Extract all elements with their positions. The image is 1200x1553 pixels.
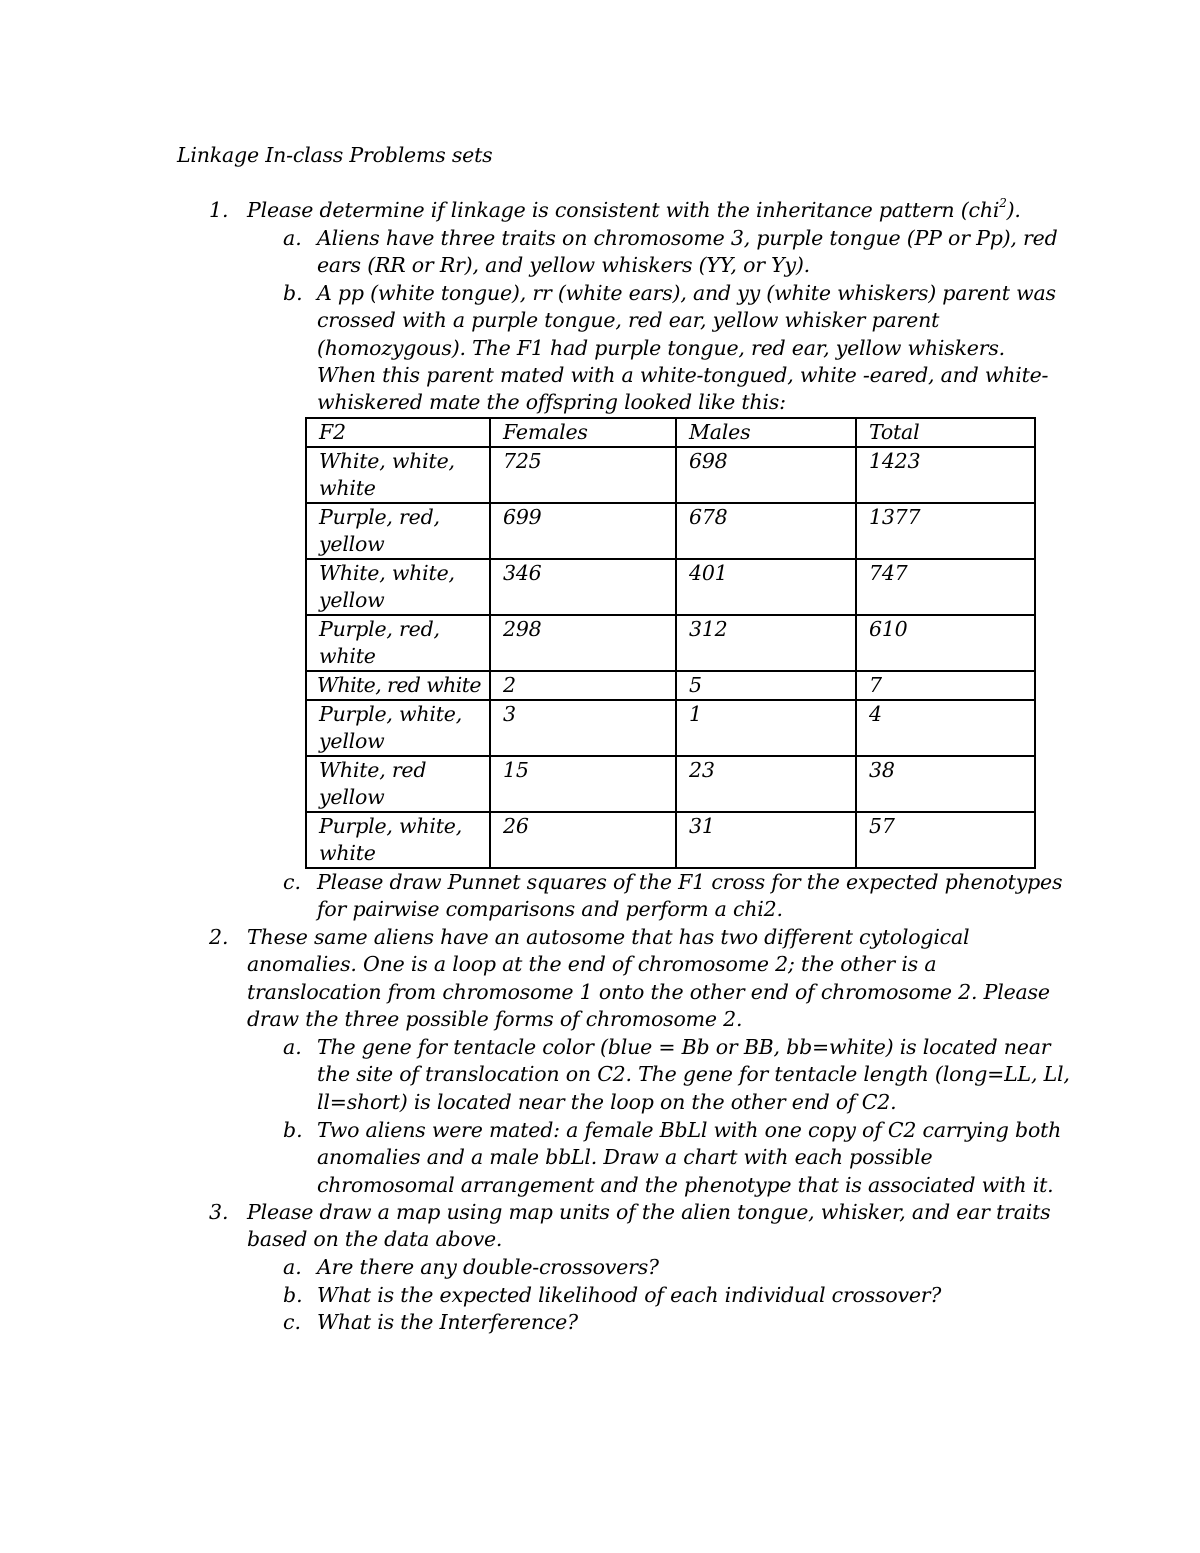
table-row: [306, 559, 1035, 615]
q1-text: [247, 197, 1021, 224]
table-row: [306, 812, 1035, 868]
females-cell: 298: [490, 615, 676, 671]
q3-line-1: Please draw a map using map units of the alien tongue, whisker, and ear traits: [247, 1200, 1051, 1224]
q1c-marker: c.: [283, 870, 301, 894]
females-cell: 346: [490, 559, 676, 615]
males-cell: 1: [676, 700, 856, 756]
q1b-line-5: whiskered mate the offspring looked like this:: [317, 390, 786, 414]
males-cell: 5: [676, 671, 856, 700]
q1b-line-3: (homozygous). The F1 had purple tongue, red ear, yellow whiskers.: [317, 336, 1005, 360]
total-cell: 1377: [856, 503, 1035, 559]
q3-marker: 3.: [209, 1200, 229, 1224]
q2-line-3: translocation from chromosome 1 onto the other end of chromosome 2. Please: [247, 980, 1050, 1004]
phenotype-cell: Purple, white, white: [306, 812, 490, 868]
q1c-line-2: for pairwise comparisons and perform a chi2.: [317, 897, 783, 921]
total-cell: 1423: [856, 447, 1035, 503]
q3b-text: What is the expected likelihood of each individual crossover?: [317, 1283, 942, 1307]
q2b-marker: b.: [283, 1118, 303, 1142]
q2a-line-1: The gene for tentacle color (blue = Bb or BB, bb=white) is located near: [317, 1035, 1051, 1059]
table-row: [306, 671, 1035, 700]
phenotype-cell: White, white, white: [306, 447, 490, 503]
males-cell: 401: [676, 559, 856, 615]
q1b-marker: b.: [283, 281, 303, 305]
q1a-line-2: ears (RR or Rr), and yellow whiskers (YY, or Yy).: [317, 253, 810, 277]
phenotype-cell: Purple, red, yellow: [306, 503, 490, 559]
phenotype-cell: White, red yellow: [306, 756, 490, 812]
page-title: Linkage In-class Problems sets: [177, 143, 493, 167]
table-row: [306, 756, 1035, 812]
q2a-line-3: ll=short) is located near the loop on the other end of C2.: [317, 1090, 897, 1114]
table-row: [306, 615, 1035, 671]
q1b-line-2: crossed with a purple tongue, red ear, yellow whisker parent: [317, 308, 940, 332]
phenotype-cell: Purple, white, yellow: [306, 700, 490, 756]
males-cell: 698: [676, 447, 856, 503]
total-cell: 4: [856, 700, 1035, 756]
q1-marker: 1.: [209, 198, 229, 222]
q3a-marker: a.: [283, 1255, 302, 1279]
q1-text-end: ).: [1006, 198, 1021, 222]
q2-line-2: anomalies. One is a loop at the end of chromosome 2; the other is a: [247, 952, 937, 976]
f2-offspring-table: [305, 417, 1036, 869]
females-cell: 699: [490, 503, 676, 559]
q1c-line-1: Please draw Punnet squares of the F1 cross for the expected phenotypes: [317, 870, 1063, 894]
table-row: [306, 700, 1035, 756]
females-cell: 725: [490, 447, 676, 503]
total-cell: 57: [856, 812, 1035, 868]
males-cell: 23: [676, 756, 856, 812]
q3c-marker: c.: [283, 1310, 301, 1334]
females-cell: 2: [490, 671, 676, 700]
header-males: Males: [676, 418, 856, 447]
q2-marker: 2.: [209, 925, 229, 949]
q2b-line-1: Two aliens were mated: a female BbLl with one copy of C2 carrying both: [317, 1118, 1062, 1142]
total-cell: 747: [856, 559, 1035, 615]
q1-text-main: Please determine if linkage is consistent with the inheritance pattern (chi: [247, 198, 1000, 222]
q3b-marker: b.: [283, 1283, 303, 1307]
phenotype-cell: Purple, red, white: [306, 615, 490, 671]
q1b-line-1: A pp (white tongue), rr (white ears), and yy (white whiskers) parent was: [317, 281, 1056, 305]
table-row: [306, 447, 1035, 503]
females-cell: 3: [490, 700, 676, 756]
total-cell: 7: [856, 671, 1035, 700]
table-header-row: [306, 418, 1035, 447]
males-cell: 312: [676, 615, 856, 671]
q2b-line-2: anomalies and a male bbLl. Draw a chart with each possible: [317, 1145, 933, 1169]
phenotype-cell: White, white, yellow: [306, 559, 490, 615]
phenotype-cell: White, red white: [306, 671, 490, 700]
table-row: [306, 503, 1035, 559]
q1-superscript: 2: [999, 196, 1007, 211]
total-cell: 38: [856, 756, 1035, 812]
q1b-line-4: When this parent mated with a white-tongued, white -eared, and white-: [317, 363, 1049, 387]
q3-line-2: based on the data above.: [247, 1227, 503, 1251]
total-cell: 610: [856, 615, 1035, 671]
q2a-line-2: the site of translocation on C2. The gene for tentacle length (long=LL, Ll,: [317, 1062, 1070, 1086]
q2a-marker: a.: [283, 1035, 302, 1059]
q2b-line-3: chromosomal arrangement and the phenotype that is associated with it.: [317, 1173, 1054, 1197]
males-cell: 678: [676, 503, 856, 559]
q3c-text: What is the Interference?: [317, 1310, 578, 1334]
header-f2: F2: [306, 418, 490, 447]
females-cell: 15: [490, 756, 676, 812]
q2-line-1: These same aliens have an autosome that has two different cytological: [247, 925, 970, 949]
q1a-marker: a.: [283, 226, 302, 250]
males-cell: 31: [676, 812, 856, 868]
q1a-line-1: Aliens have three traits on chromosome 3, purple tongue (PP or Pp), red: [317, 226, 1058, 250]
females-cell: 26: [490, 812, 676, 868]
header-total: Total: [856, 418, 1035, 447]
header-females: Females: [490, 418, 676, 447]
q2-line-4: draw the three possible forms of chromosome 2.: [247, 1007, 743, 1031]
q3a-text: Are there any double-crossovers?: [317, 1255, 659, 1279]
